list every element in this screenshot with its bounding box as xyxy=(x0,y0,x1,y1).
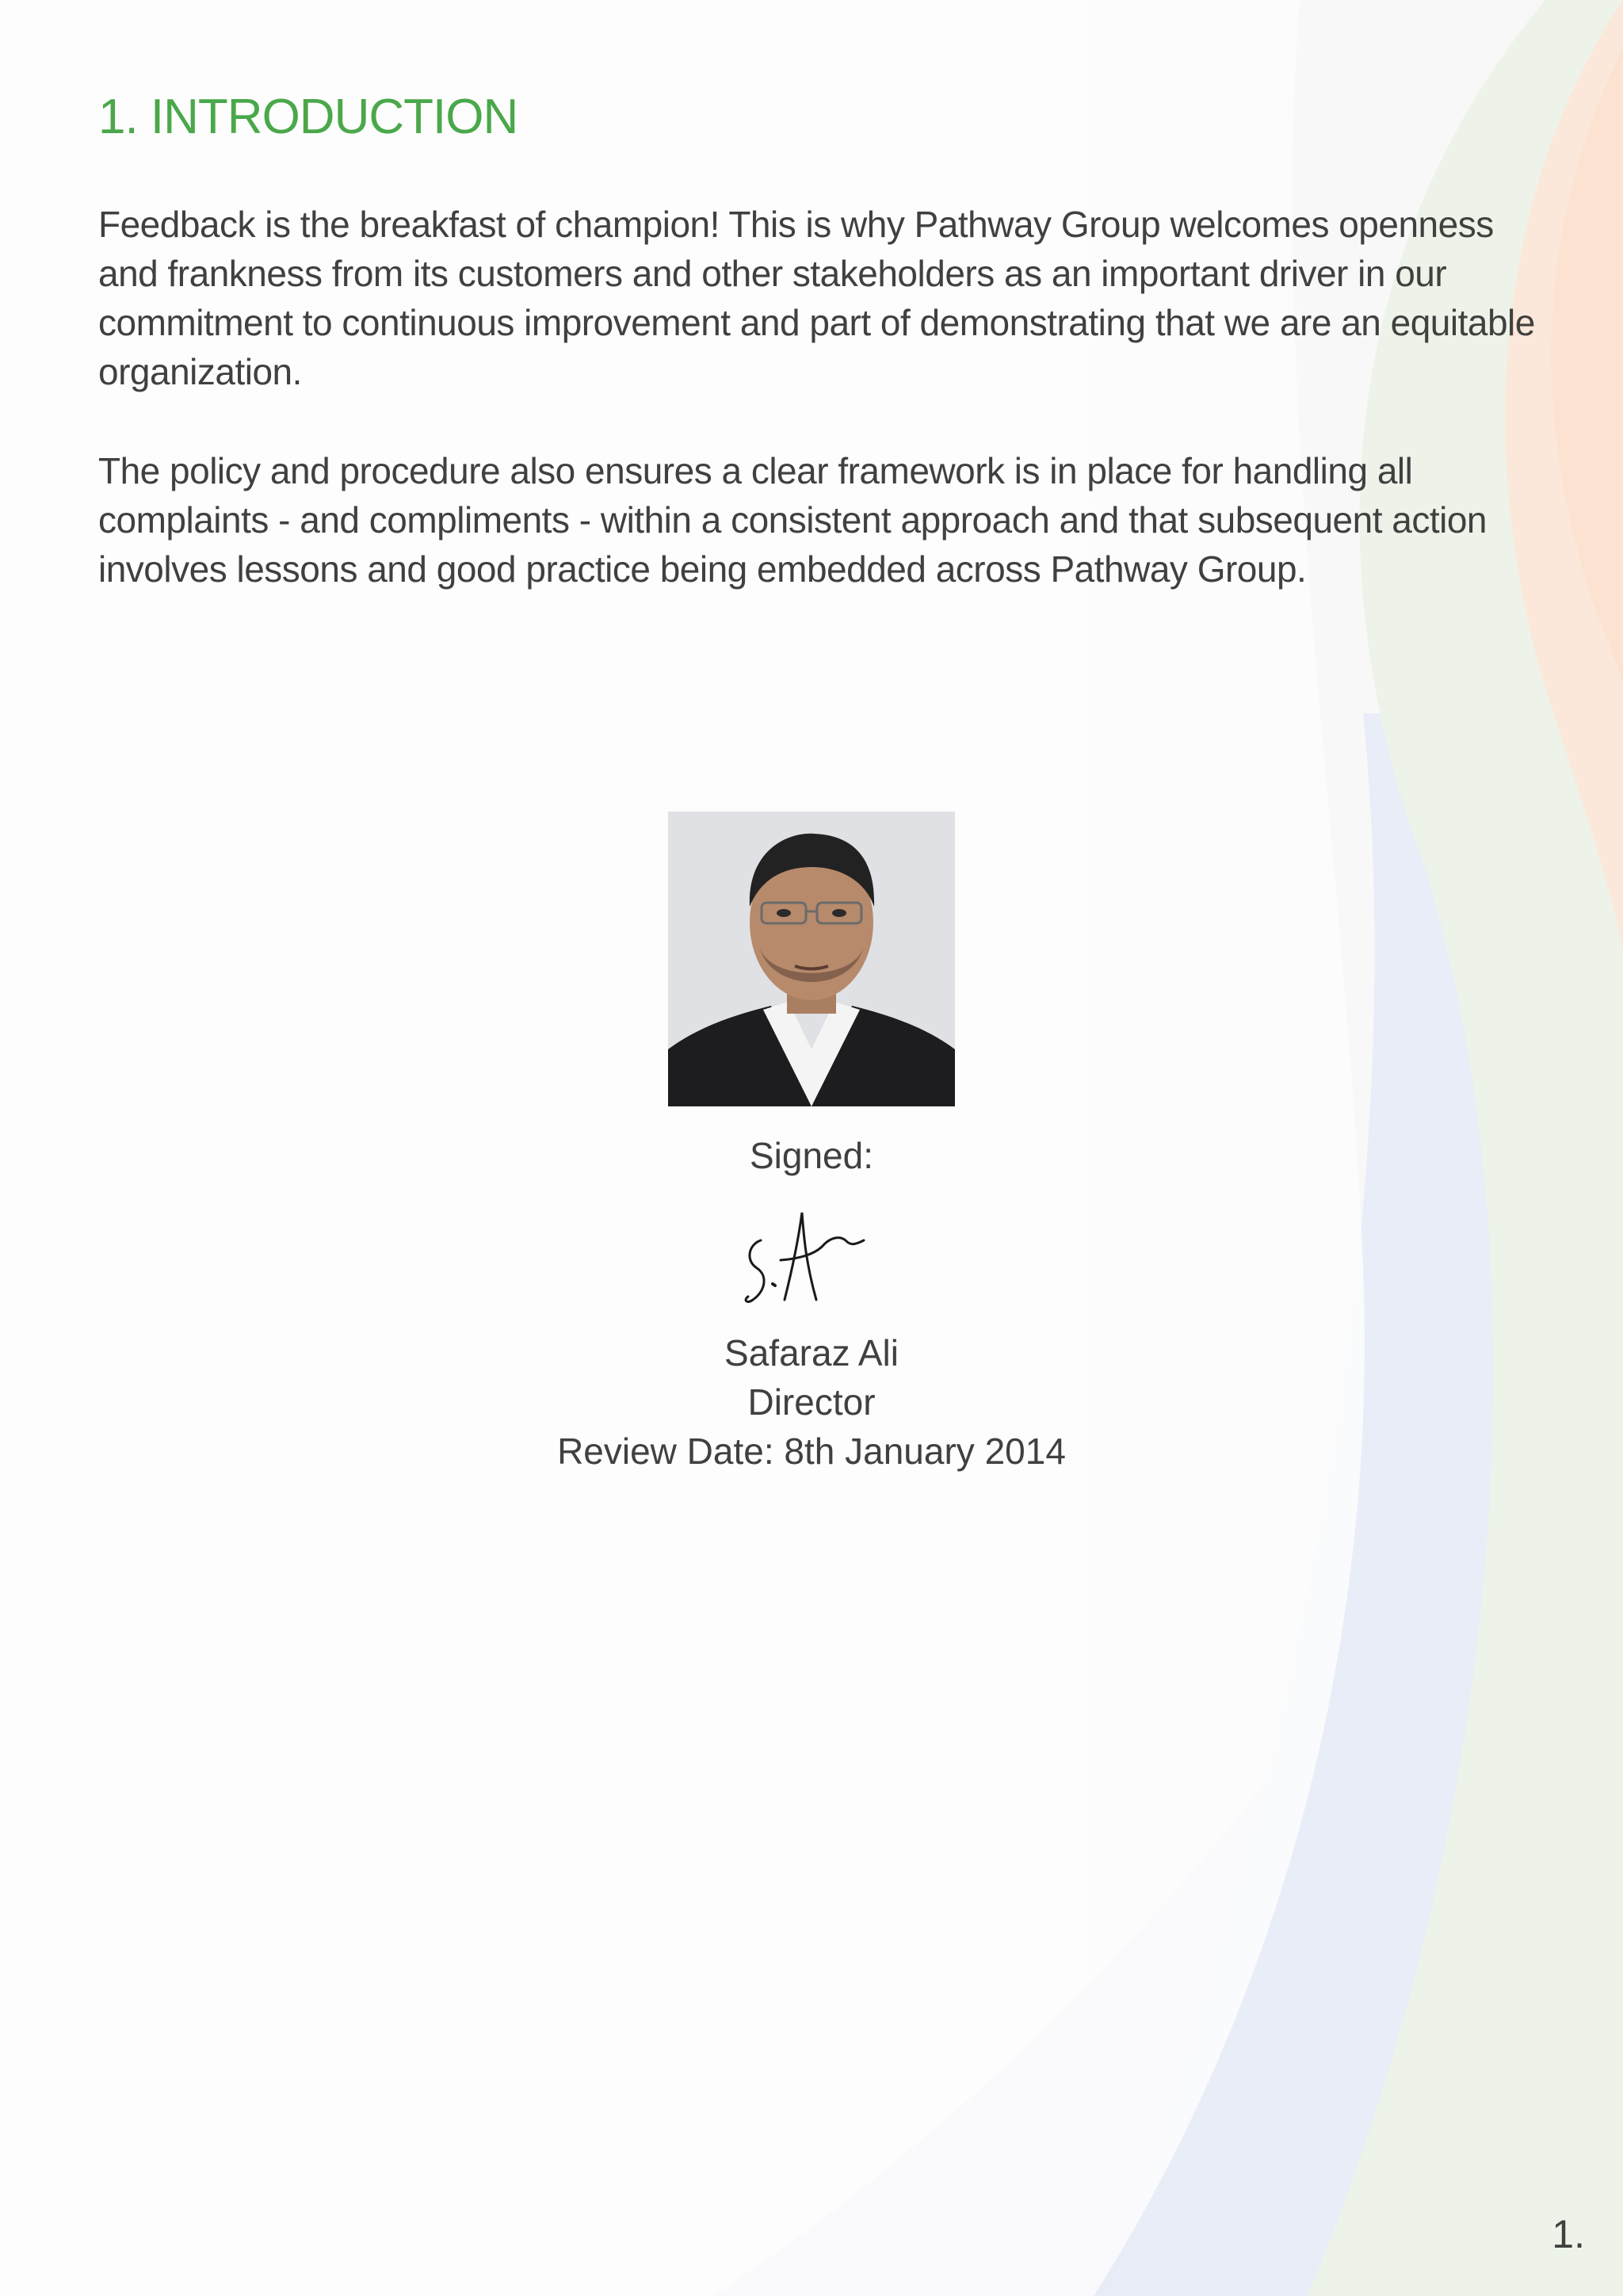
intro-paragraph-2: The policy and procedure also ensures a clear framework is in place for handling all complaints - and compliments - within a consistent approach and that subsequent action involves lessons and good practice being embedded across Pathway Group. xyxy=(98,450,1487,590)
page-number: 1. xyxy=(1552,2212,1585,2256)
signatory-role: Director xyxy=(747,1381,876,1423)
review-date: Review Date: 8th January 2014 xyxy=(557,1431,1066,1472)
signatory-name: Safaraz Ali xyxy=(724,1332,899,1373)
signed-label: Signed: xyxy=(749,1135,873,1176)
section-title: 1. INTRODUCTION xyxy=(98,90,518,144)
intro-paragraph-1: Feedback is the breakfast of champion! This is why Pathway Group welcomes openness and frankness from its customers and other stakeholders as an important driver in our commitment to continuous improvement and part of demonstrating that we are an equitable organization. xyxy=(98,204,1535,392)
signature-icon xyxy=(737,1197,888,1316)
director-photo xyxy=(668,812,955,1106)
